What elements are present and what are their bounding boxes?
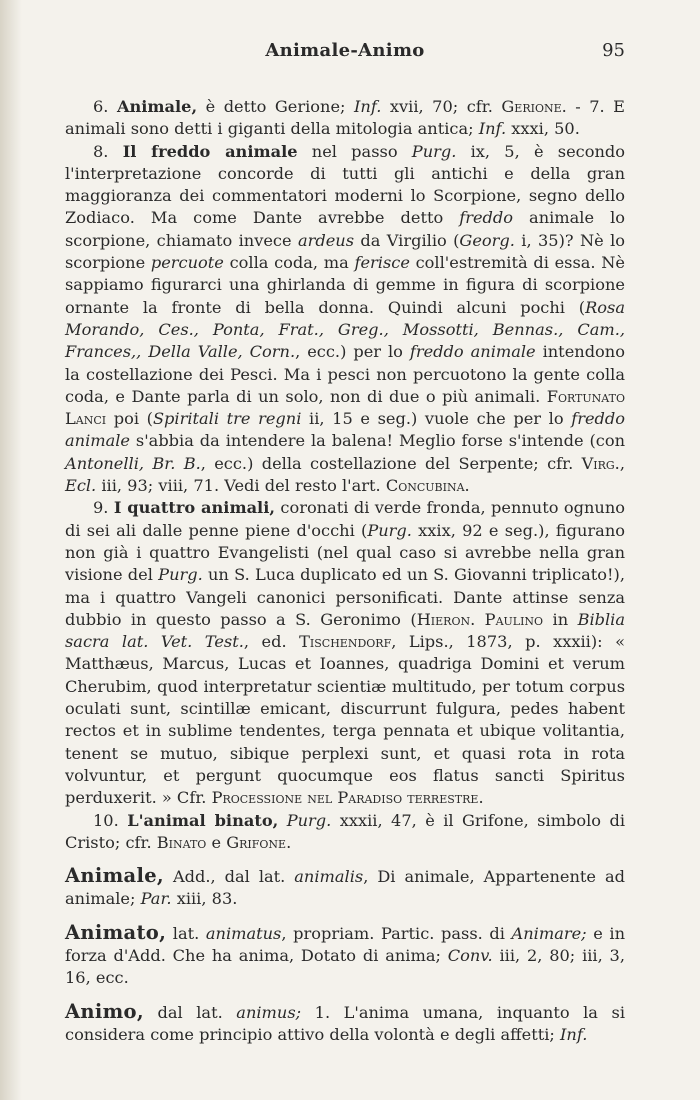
page-title: Animale-Animo (265, 40, 425, 61)
paragraphs.1-run: ardeus (297, 230, 355, 250)
paragraphs.1-run: 8. (93, 141, 123, 161)
paragraphs.0-run: Inf. (354, 97, 382, 116)
paragraphs.0-run: Gerione (501, 97, 562, 116)
entries.2-run: Inf. (560, 1024, 588, 1044)
paragraphs.1-run: s'abbia da intendere la balena! Meglio forse s'intende (con (130, 431, 625, 451)
entries.0-run: , Di animale, Appartenente ad animale; (65, 867, 625, 909)
paragraphs.3-run: Purg. (286, 810, 332, 830)
entries.1-run: , propriam. Partic. pass. di (281, 923, 512, 943)
paragraphs.2-run: I quattro animali, (113, 498, 275, 518)
paragraphs.3-run: Binato (156, 832, 207, 852)
paragraphs.1-run: Purg. (411, 141, 457, 161)
paragraphs.1-run: , ecc.) per lo (295, 342, 410, 362)
entries.0-run: Par. (140, 889, 172, 909)
entries.2-run: 1. L'anima umana, inquanto la si considera come principio attivo della volontà e degli affetti; (65, 1002, 626, 1044)
paragraphs.2-run: , Lips., 1873, p. xxxii): « Matthæus, Marcus, Lucas et Ioannes, quadriga Domini et verum Cherubim, quod interpretatur scientiæ multitudo, per totum corpus oculati sunt, scintillæ emicant, discurrunt fulgura, pedes habent rectos et in sublime tendentes, terga pennata et ubique volitantia, tenent se mutuo, sibique perplexi sunt, et quasi rota in rota volvuntur, et pergunt quocumque eos flatus sancti Spiritus perduxerit. » Cfr. (65, 632, 626, 808)
entries.1-run: Animare; (511, 923, 587, 943)
paragraphs.1-run: i, 35)? Nè lo scorpione (65, 230, 625, 273)
paragraphs.1-run: Fortunato Lanci (65, 386, 625, 429)
paragraphs.3-run: . (286, 832, 292, 852)
paragraphs.0-run: xxxi, 50. (506, 119, 580, 139)
paragraphs.3-run: Grifone (226, 832, 287, 852)
paragraphs.1-run: freddo (459, 208, 514, 228)
book-page (65, 40, 625, 1046)
entries.0-run: animalis (294, 867, 364, 887)
paragraphs.1-run: freddo animale (65, 409, 625, 451)
paragraphs.1-run: Spiritali tre regni (152, 409, 302, 429)
paragraphs.1-run: Ecl. (65, 476, 97, 496)
paragraphs.1-run: animale lo scorpione, chiamato invece (65, 208, 625, 250)
paragraphs.1-run: Antonelli, Br. B. (65, 453, 201, 473)
paragraphs.0-run: Inf. (478, 119, 507, 139)
paragraphs.1-run: Virg. (581, 453, 620, 473)
paragraphs.1-run: intendono la costellazione dei Pesci. Ma i pesci non percuotono la gente colla coda, e Dante parla di un solo, non di due o più animali. (65, 342, 625, 406)
paragraphs.0-run: Animale, (116, 97, 198, 116)
paragraphs.1-run: ix, 5, è secondo l'interpretazione concorde di tutti gli antichi e della gran maggioranza dei commentatori moderni lo Scorpione, segno dello Zodiaco. Ma come Dante avrebbe detto (65, 141, 625, 228)
paragraphs.2-run: Purg. (158, 565, 203, 585)
paragraphs.1-run: Il freddo animale (122, 141, 298, 161)
paragraphs.2-run: coronati di verde fronda, pennuto ognuno di sei ali dalle penne piene d'occhi ( (65, 498, 625, 540)
paragraphs.1-run: ii, 15 e seg.) vuole che per lo (301, 409, 572, 429)
paragraphs.1-run: poi ( (106, 409, 153, 429)
paragraphs.0-run: xvii, 70; cfr. (381, 97, 502, 116)
paragraphs.2-run: in (543, 609, 578, 629)
paragraphs.2-run: Tischendorf (299, 632, 392, 652)
paragraphs.2-run: un S. Luca duplicato ed un S. Giovanni triplicato!), ma i quattro Vangeli canonici personificati. Dante attinse senza dubbio in questo passo a S. Geronimo ( (65, 565, 625, 629)
paragraphs.1-run: Georg. (459, 230, 515, 250)
paragraphs.0-run: 6. (93, 97, 117, 116)
paragraphs.3-run: e (206, 832, 227, 852)
paragraphs.1-run: Concubina (385, 476, 465, 496)
paragraphs.3-run: xxxii, 47, è il Grifone, simbolo di Cristo; cfr. (65, 810, 625, 852)
entries.2-run: dal lat. (143, 1002, 237, 1022)
page-edge-shadow (0, 0, 22, 1100)
entry-animo (65, 1001, 625, 1047)
paragraphs.3-run (278, 811, 286, 830)
paragraphs.3-run: 10. (93, 810, 128, 830)
entries.1-run: Conv. (447, 945, 493, 965)
entry-animato (65, 922, 625, 990)
entries.2-run: animus; (236, 1002, 302, 1022)
entries.0-run: xiii, 83. (171, 889, 238, 909)
paragraphs.1-run: freddo animale (409, 342, 536, 362)
paragraph-9 (65, 497, 625, 809)
paragraphs.2-run: , ed. (243, 632, 300, 652)
paragraphs.1-run: iii, 93; viii, 71. Vedi del resto l'art. (96, 476, 386, 496)
paragraphs.2-run: Processione nel Paradiso terrestre (211, 788, 479, 808)
page-number: 95 (602, 40, 625, 61)
paragraphs.2-run: Biblia sacra lat. Vet. Test. (65, 609, 626, 652)
entry-animale-adj (65, 865, 625, 911)
paragraphs.0-run: . - 7. E animali sono detti i giganti della mitologia antica; (65, 97, 625, 139)
paragraphs.1-run: , ecc.) della costellazione del Serpente; cfr. (200, 453, 582, 473)
paragraphs.0-run: è detto Gerione; (197, 97, 355, 116)
paragraphs.2-run: Hieron. Paulino (416, 609, 544, 629)
entries.1-run: Animato, (65, 920, 167, 944)
entries.2-run: Animo, (65, 999, 144, 1023)
entries.1-run: lat. (166, 923, 206, 943)
paragraph-10 (65, 810, 625, 855)
paragraphs.1-run: , (619, 453, 625, 473)
paragraphs.2-run: . (478, 788, 484, 808)
entries.1-run: animatus (205, 923, 282, 943)
running-head (65, 40, 625, 70)
paragraphs.2-run: xxix, 92 e seg.), figurano non già i quattro Evangelisti (nel qual caso si avrebbe nella gran visione del (65, 520, 625, 585)
paragraphs.1-run: colla coda, ma (223, 253, 355, 273)
paragraphs.1-run: nel passo (297, 141, 412, 161)
paragraphs.1-run: ferisce (354, 253, 410, 273)
paragraphs.1-run: percuote (150, 253, 224, 273)
entries.1-run: iii, 2, 80; iii, 3, 16, ecc. (65, 945, 625, 988)
paragraphs.1-run: da Virgilio ( (354, 230, 460, 250)
paragraphs.1-run: coll'estremità di essa. Nè sappiamo figurarci una ghirlanda di gemme in figura di scorpione ornante la fronte di bella donna. Quindi alcuni pochi ( (65, 253, 626, 317)
paragraphs.1-run: . (464, 476, 470, 496)
paragraph-6-7 (65, 96, 625, 141)
paragraph-8 (65, 141, 625, 498)
paragraphs.2-run: Purg. (367, 520, 412, 540)
entries.0-run: Add., dal lat. (164, 867, 295, 887)
paragraphs.2-run: 9. (93, 498, 114, 518)
entries.1-run: e in forza d'Add. Che ha anima, Dotato di anima; (65, 923, 626, 965)
entries.0-run: Animale, (65, 864, 164, 888)
paragraphs.1-run: Rosa Morando, Ces., Ponta, Frat., Greg., Mossotti, Bennas., Cam., Frances,, Della Valle, Corn. (65, 297, 625, 362)
paragraphs.3-run: L'animal binato, (127, 810, 279, 830)
